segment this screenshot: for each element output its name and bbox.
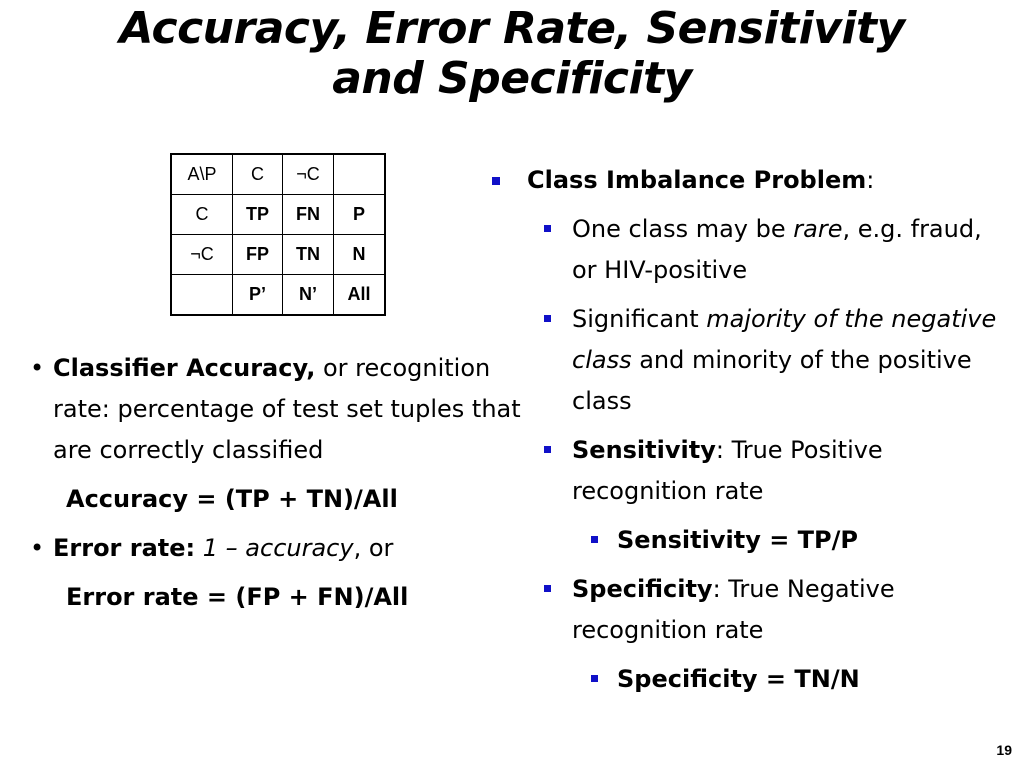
table-cell: FP (233, 235, 283, 275)
sensitivity-formula-bullet (490, 520, 1010, 561)
square-bullet-icon (591, 536, 598, 543)
majority-text-post: and minority of the positive class (572, 346, 972, 415)
rare-class-bullet (490, 209, 1010, 291)
table-row (171, 195, 385, 235)
class-imbalance-bullet (490, 160, 1010, 201)
bullet-dot-icon: • (30, 534, 45, 562)
error-rate-description: , or (353, 534, 394, 562)
table-cell: ¬C (171, 235, 233, 275)
specificity-description: : True Negative recognition rate (572, 575, 895, 644)
error-rate-italic: 1 – accuracy (202, 534, 354, 562)
class-imbalance-label: Class Imbalance Problem (527, 166, 867, 194)
table-cell: P (334, 195, 386, 235)
table-cell: A\P (171, 154, 233, 195)
accuracy-bullet (30, 348, 540, 471)
class-imbalance-colon: : (866, 166, 875, 194)
table-cell: P’ (233, 275, 283, 316)
page-number: 19 (996, 742, 1012, 758)
sensitivity-bullet (490, 430, 1010, 512)
confusion-matrix-table (170, 153, 386, 316)
rare-class-text-post: , e.g. fraud, or HIV-positive (572, 215, 982, 284)
rare-class-italic: rare (793, 215, 843, 243)
table-cell: TN (283, 235, 334, 275)
sensitivity-label: Sensitivity (572, 436, 716, 464)
specificity-formula-bullet (490, 659, 1010, 700)
error-rate-bullet (30, 528, 540, 569)
slide-title-line-1: Accuracy, Error Rate, Sensitivity (119, 3, 905, 54)
majority-text-pre: Significant (572, 305, 707, 333)
square-bullet-icon (544, 446, 551, 453)
accuracy-description: or recognition rate: percentage of test set tuples that are correctly classified (53, 354, 521, 464)
square-bullet-icon (544, 315, 551, 322)
accuracy-formula: Accuracy = (TP + TN)/All (66, 485, 398, 513)
specificity-label: Specificity (572, 575, 713, 603)
table-cell: FN (283, 195, 334, 235)
square-bullet-icon (544, 585, 551, 592)
left-text-block (30, 348, 540, 626)
table-row (171, 275, 385, 316)
majority-bullet (490, 299, 1010, 422)
specificity-bullet (490, 569, 1010, 651)
slide-title-line-2: and Specificity (332, 53, 692, 104)
table-cell (334, 154, 386, 195)
sensitivity-formula: Sensitivity = TP/P (617, 526, 858, 554)
sensitivity-description: : True Positive recognition rate (572, 436, 883, 505)
majority-italic: majority of the negative class (572, 305, 997, 374)
bullet-dot-icon: • (30, 354, 45, 382)
table-cell: C (171, 195, 233, 235)
table-cell: TP (233, 195, 283, 235)
table-cell: C (233, 154, 283, 195)
square-bullet-icon (492, 177, 500, 185)
right-text-block (490, 160, 1010, 708)
table-cell: N (334, 235, 386, 275)
table-row (171, 154, 385, 195)
slide-title (0, 4, 1024, 104)
specificity-formula: Specificity = TN/N (617, 665, 860, 693)
square-bullet-icon (544, 225, 551, 232)
accuracy-label: Classifier Accuracy, (53, 354, 316, 382)
rare-class-text-pre: One class may be (572, 215, 794, 243)
table-cell: ¬C (283, 154, 334, 195)
error-rate-label: Error rate: (53, 534, 196, 562)
table-cell: N’ (283, 275, 334, 316)
square-bullet-icon (591, 675, 598, 682)
table-cell: All (334, 275, 386, 316)
table-cell (171, 275, 233, 316)
table-row (171, 235, 385, 275)
error-rate-formula: Error rate = (FP + FN)/All (66, 583, 409, 611)
